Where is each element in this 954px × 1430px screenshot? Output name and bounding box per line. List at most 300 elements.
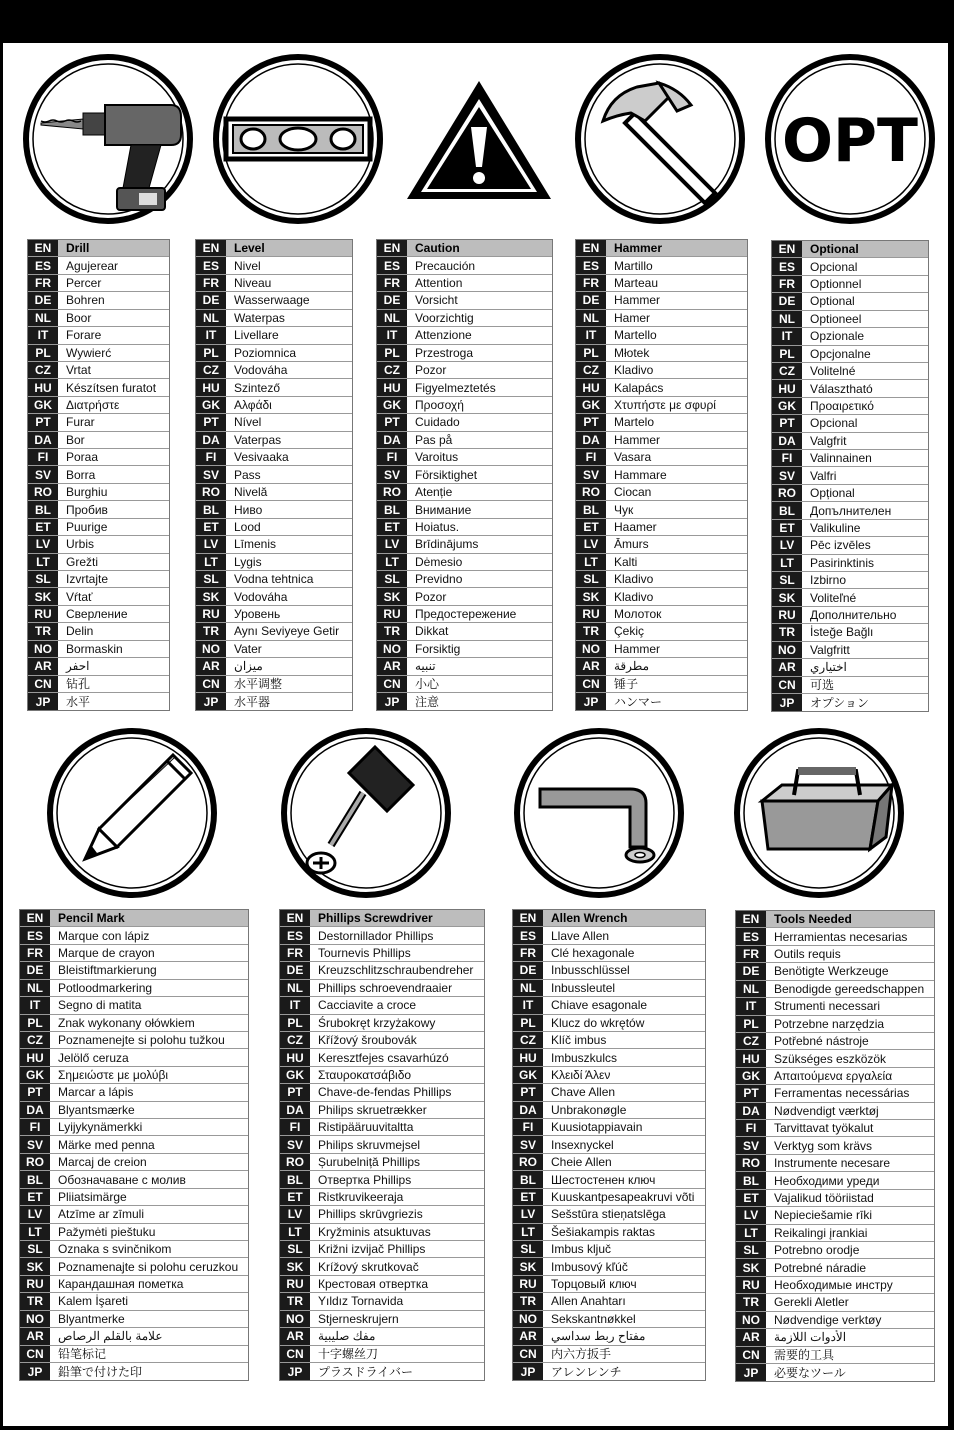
language-code: JP bbox=[513, 1363, 543, 1380]
translation-text: Benötigte Werkzeuge bbox=[774, 964, 889, 979]
translation-text: Sešstūra stieņatslēga bbox=[551, 1207, 666, 1222]
language-code: FR bbox=[196, 275, 226, 291]
language-code: LV bbox=[196, 536, 226, 552]
language-code: SL bbox=[20, 1241, 50, 1257]
language-code: ES bbox=[20, 927, 50, 943]
translation-text: Nível bbox=[234, 415, 262, 430]
language-code: DE bbox=[772, 293, 802, 309]
table-row bbox=[20, 1136, 248, 1153]
translation-text: Ниво bbox=[234, 502, 263, 517]
language-code: NL bbox=[772, 311, 802, 327]
language-code: ES bbox=[196, 257, 226, 273]
language-code: NO bbox=[28, 641, 58, 657]
language-code: ES bbox=[576, 257, 606, 273]
language-code: SV bbox=[576, 466, 606, 482]
translation-text: Opcional bbox=[810, 416, 858, 431]
table-row bbox=[196, 606, 352, 623]
table-row bbox=[28, 693, 169, 710]
language-code: DE bbox=[377, 292, 407, 308]
language-code: PT bbox=[513, 1084, 543, 1100]
translation-text: Outils requis bbox=[774, 947, 841, 962]
language-code: HU bbox=[20, 1049, 50, 1065]
table-row bbox=[772, 398, 928, 415]
translation-text: Unbrakonøgle bbox=[551, 1102, 627, 1117]
translation-text: 十字螺丝刀 bbox=[318, 1347, 379, 1362]
table-row bbox=[28, 414, 169, 431]
table-row bbox=[513, 1206, 705, 1223]
table-row bbox=[736, 963, 934, 980]
translation-text: Valinnainen bbox=[810, 451, 872, 466]
language-code: ES bbox=[736, 928, 766, 944]
translation-text: アレンレンチ bbox=[551, 1365, 622, 1380]
translation-text: Vodováha bbox=[234, 589, 288, 604]
language-code: HU bbox=[736, 1050, 766, 1066]
translation-text: Bor bbox=[66, 432, 85, 447]
translation-text: Līmenis bbox=[234, 537, 277, 552]
table-row bbox=[377, 414, 552, 431]
table-row bbox=[576, 397, 747, 414]
translation-text: 注意 bbox=[415, 695, 440, 710]
translation-text: Poraa bbox=[66, 450, 99, 465]
table-row bbox=[196, 641, 352, 658]
translation-text: Lood bbox=[234, 519, 261, 534]
table-row bbox=[576, 588, 747, 605]
translation-text: Szintező bbox=[234, 380, 281, 395]
language-code: ET bbox=[736, 1190, 766, 1206]
language-code: PL bbox=[576, 345, 606, 361]
translation-text: Forsiktig bbox=[415, 641, 461, 656]
translation-text: مفك صليبية bbox=[318, 1329, 376, 1344]
table-row bbox=[280, 1049, 484, 1066]
language-code: HU bbox=[513, 1049, 543, 1065]
translation-text: Nødvendige verktøy bbox=[774, 1312, 882, 1327]
translation-text: Hammer bbox=[614, 241, 663, 256]
table-row bbox=[377, 588, 552, 605]
table-row bbox=[196, 379, 352, 396]
table-row bbox=[377, 362, 552, 379]
language-code: CZ bbox=[513, 1032, 543, 1048]
language-code: PT bbox=[772, 415, 802, 431]
language-code: RU bbox=[196, 606, 226, 622]
translation-text: Lyijykynämerkki bbox=[58, 1120, 143, 1135]
language-code: PL bbox=[377, 345, 407, 361]
table-row bbox=[576, 466, 747, 483]
translation-text: مطرقة bbox=[614, 659, 650, 674]
table-row bbox=[772, 485, 928, 502]
translation-text: 钻孔 bbox=[66, 677, 91, 692]
table-row bbox=[280, 1067, 484, 1084]
translation-text: 锤子 bbox=[614, 677, 639, 692]
translation-text: Potrebno orodje bbox=[774, 1243, 860, 1258]
table-row bbox=[736, 1364, 934, 1381]
toolbox-icon bbox=[732, 727, 906, 899]
language-code: LT bbox=[280, 1224, 310, 1240]
language-code: ET bbox=[377, 519, 407, 535]
translation-text: Optional bbox=[810, 294, 855, 309]
language-code: AR bbox=[20, 1328, 50, 1344]
language-code: SL bbox=[513, 1241, 543, 1257]
translation-text: Marque de crayon bbox=[58, 946, 155, 961]
language-code: ES bbox=[513, 927, 543, 943]
language-code: NO bbox=[20, 1311, 50, 1327]
language-code: DA bbox=[736, 1103, 766, 1119]
translation-text: Boor bbox=[66, 310, 92, 325]
language-code: DE bbox=[196, 292, 226, 308]
table-row bbox=[772, 293, 928, 310]
translation-text: Pozor bbox=[415, 589, 447, 604]
table-row bbox=[196, 658, 352, 675]
language-code: CN bbox=[28, 676, 58, 692]
table-row bbox=[736, 1033, 934, 1050]
language-code: CZ bbox=[377, 362, 407, 378]
table-row bbox=[513, 1276, 705, 1293]
language-code: FR bbox=[513, 945, 543, 961]
language-code: SV bbox=[377, 466, 407, 482]
language-code: RO bbox=[377, 484, 407, 500]
table-row bbox=[377, 484, 552, 501]
language-code: RO bbox=[772, 485, 802, 501]
language-code: DA bbox=[772, 433, 802, 449]
table-row bbox=[772, 241, 928, 258]
table-row bbox=[576, 571, 747, 588]
language-code: FI bbox=[28, 449, 58, 465]
language-code: ET bbox=[20, 1189, 50, 1205]
translation-text: Hammer bbox=[614, 293, 661, 308]
language-code: HU bbox=[576, 379, 606, 395]
language-code: DE bbox=[513, 962, 543, 978]
language-code: LT bbox=[736, 1225, 766, 1241]
language-code: DA bbox=[377, 432, 407, 448]
translation-text: Voorzichtig bbox=[415, 310, 474, 325]
table-row bbox=[280, 1119, 484, 1136]
translation-text: Pēc izvēles bbox=[810, 538, 871, 553]
translation-text: Vaterpas bbox=[234, 432, 282, 447]
language-code: PT bbox=[377, 414, 407, 430]
translation-text: Šešiakampis raktas bbox=[551, 1224, 656, 1239]
table-row bbox=[513, 1293, 705, 1310]
language-code: FR bbox=[377, 275, 407, 291]
table-row bbox=[513, 1189, 705, 1206]
translation-text: Vrtat bbox=[66, 363, 91, 378]
translation-text: Торцовый ключ bbox=[551, 1277, 637, 1292]
table-row bbox=[196, 449, 352, 466]
translation-text: Keresztfejes csavarhúzó bbox=[318, 1050, 449, 1065]
translation-text: Segno di matita bbox=[58, 998, 142, 1013]
language-code: SV bbox=[736, 1137, 766, 1153]
table-row bbox=[772, 607, 928, 624]
language-code: LV bbox=[377, 536, 407, 552]
table-row bbox=[280, 1346, 484, 1363]
table-row bbox=[28, 536, 169, 553]
language-code: FI bbox=[196, 449, 226, 465]
table-row bbox=[28, 397, 169, 414]
language-code: EN bbox=[377, 240, 407, 256]
drill-icon bbox=[21, 53, 195, 225]
table-row bbox=[196, 484, 352, 501]
translation-text: Hamer bbox=[614, 310, 651, 325]
table-row bbox=[20, 962, 248, 979]
translation-text: Haamer bbox=[614, 519, 657, 534]
translation-text: Allen Anahtarı bbox=[551, 1294, 626, 1309]
translation-text: Phillips schroevendraaier bbox=[318, 980, 453, 995]
translation-text: Kalti bbox=[614, 554, 638, 569]
table-row bbox=[576, 310, 747, 327]
table-row bbox=[576, 676, 747, 693]
language-code: DA bbox=[196, 432, 226, 448]
translation-text: Kalapács bbox=[614, 380, 664, 395]
table-row bbox=[576, 292, 747, 309]
translation-text: Furar bbox=[66, 415, 95, 430]
language-code: DA bbox=[20, 1102, 50, 1118]
table-row bbox=[20, 1171, 248, 1188]
language-code: BL bbox=[736, 1172, 766, 1188]
translation-text: Philips skruetrækker bbox=[318, 1102, 427, 1117]
table-row bbox=[280, 1258, 484, 1275]
language-code: DE bbox=[28, 292, 58, 308]
table-row bbox=[513, 1224, 705, 1241]
translation-text: Inbussleutel bbox=[551, 980, 616, 995]
translation-text: Verktyg som krävs bbox=[774, 1138, 873, 1153]
language-code: SL bbox=[280, 1241, 310, 1257]
table-row bbox=[736, 1050, 934, 1067]
language-code: GK bbox=[20, 1067, 50, 1083]
language-code: EN bbox=[576, 240, 606, 256]
table-row bbox=[28, 606, 169, 623]
table-row bbox=[576, 519, 747, 536]
translation-text: Marque con lápiz bbox=[58, 928, 150, 943]
table-row bbox=[772, 520, 928, 537]
translation-text: Választható bbox=[810, 381, 873, 396]
language-code: PT bbox=[576, 414, 606, 430]
translation-text: Imbus ključ bbox=[551, 1242, 612, 1257]
translation-text: Kuusiotappiavain bbox=[551, 1120, 643, 1135]
translation-text: İsteğe Bağlı bbox=[810, 625, 874, 640]
translation-text: 可选 bbox=[810, 678, 835, 693]
translation-text: Aynı Seviyeye Getir bbox=[234, 624, 340, 639]
translation-text: Valfri bbox=[810, 468, 837, 483]
language-code: NL bbox=[736, 981, 766, 997]
language-code: CN bbox=[772, 677, 802, 693]
translation-text: Cheie Allen bbox=[551, 1155, 612, 1170]
table-row bbox=[196, 466, 352, 483]
table-row bbox=[513, 1049, 705, 1066]
table-row bbox=[576, 362, 747, 379]
translation-text: تنبيه bbox=[415, 659, 436, 674]
table-row bbox=[576, 345, 747, 362]
translation-text: Χτυπήστε με σφυρί bbox=[614, 398, 716, 412]
language-code: BL bbox=[377, 501, 407, 517]
table-row bbox=[513, 997, 705, 1014]
translation-text: Cuidado bbox=[415, 415, 460, 430]
table-row bbox=[513, 962, 705, 979]
table-row bbox=[377, 676, 552, 693]
language-code: ET bbox=[513, 1189, 543, 1205]
language-code: DE bbox=[20, 962, 50, 978]
table-row bbox=[20, 1328, 248, 1345]
language-code: PL bbox=[772, 346, 802, 362]
table-row bbox=[28, 484, 169, 501]
language-code: SK bbox=[28, 588, 58, 604]
translation-text: Tarvittavat työkalut bbox=[774, 1121, 874, 1136]
translation-text: Lygis bbox=[234, 554, 262, 569]
translation-text: Śrubokręt krzyżakowy bbox=[318, 1015, 436, 1030]
translation-text: Çekiç bbox=[614, 624, 645, 639]
translation-text: Poznamenajte si polohu ceruzkou bbox=[58, 1259, 239, 1274]
language-code: JP bbox=[20, 1363, 50, 1380]
translation-text: Herramientas necesarias bbox=[774, 929, 908, 944]
table-row bbox=[377, 466, 552, 483]
table-row bbox=[280, 1293, 484, 1310]
translation-text: Карандашная пометка bbox=[58, 1277, 184, 1292]
table-row bbox=[576, 623, 747, 640]
table-row bbox=[20, 910, 248, 927]
translation-text: Чук bbox=[614, 502, 634, 517]
translation-text: Valgfritt bbox=[810, 642, 850, 657]
language-code: CZ bbox=[736, 1033, 766, 1049]
translation-text: 鉛筆で付けた印 bbox=[58, 1365, 143, 1380]
table-row bbox=[736, 1225, 934, 1242]
language-code: FR bbox=[772, 276, 802, 292]
language-code: DE bbox=[736, 963, 766, 979]
language-code: BL bbox=[20, 1171, 50, 1187]
table-row bbox=[280, 962, 484, 979]
translation-text: Шестостенен ключ bbox=[551, 1172, 656, 1187]
table-row bbox=[576, 432, 747, 449]
translation-text: Klucz do wkrętów bbox=[551, 1015, 645, 1030]
translation-text: Opcional bbox=[810, 259, 858, 274]
translation-text: Blyantmerke bbox=[58, 1311, 125, 1326]
translation-text: Caution bbox=[415, 241, 460, 256]
language-code: NL bbox=[513, 980, 543, 996]
translation-text: Volitelné bbox=[810, 364, 856, 379]
translation-text: Yıldız Tornavida bbox=[318, 1294, 404, 1309]
translation-text: Nivel bbox=[234, 258, 261, 273]
table-row bbox=[377, 432, 552, 449]
language-code: RO bbox=[736, 1155, 766, 1171]
translation-text: Kreuzschlitzschraubendreher bbox=[318, 963, 474, 978]
language-code: LV bbox=[20, 1206, 50, 1222]
translation-text: Phillips Screwdriver bbox=[318, 911, 433, 926]
table-row bbox=[576, 641, 747, 658]
language-code: HU bbox=[196, 379, 226, 395]
table-row bbox=[280, 1189, 484, 1206]
translation-text: Potloodmarkering bbox=[58, 980, 153, 995]
translation-text: Opțional bbox=[810, 486, 855, 501]
table-row bbox=[196, 501, 352, 518]
language-code: NL bbox=[576, 310, 606, 326]
translation-text: ميزان bbox=[234, 659, 263, 674]
table-row bbox=[576, 693, 747, 710]
table-row bbox=[772, 677, 928, 694]
table-row bbox=[772, 642, 928, 659]
table-row bbox=[736, 1016, 934, 1033]
pencil-icon bbox=[45, 727, 219, 899]
language-code: RU bbox=[20, 1276, 50, 1292]
translation-text: Stjerneskrujern bbox=[318, 1311, 399, 1326]
table-row bbox=[377, 449, 552, 466]
translation-text: Пробив bbox=[66, 502, 108, 517]
translation-text: ハンマー bbox=[614, 695, 663, 710]
translation-text: Waterpas bbox=[234, 310, 285, 325]
language-code: CZ bbox=[280, 1032, 310, 1048]
language-code: LT bbox=[772, 555, 802, 571]
language-code: DA bbox=[513, 1102, 543, 1118]
language-code: TR bbox=[772, 624, 802, 640]
language-code: SL bbox=[576, 571, 606, 587]
translation-text: Wywierć bbox=[66, 345, 112, 360]
table-row bbox=[513, 1258, 705, 1275]
table-row bbox=[513, 927, 705, 944]
translation-text: Destornillador Phillips bbox=[318, 928, 434, 943]
table-row bbox=[28, 554, 169, 571]
table-row bbox=[28, 588, 169, 605]
language-code: CN bbox=[576, 676, 606, 692]
translation-text: 小心 bbox=[415, 677, 440, 692]
table-row bbox=[377, 571, 552, 588]
table-row bbox=[196, 275, 352, 292]
table-row bbox=[28, 345, 169, 362]
table-row bbox=[28, 292, 169, 309]
language-code: NO bbox=[576, 641, 606, 657]
language-code: FR bbox=[736, 946, 766, 962]
language-code: FI bbox=[377, 449, 407, 465]
language-code: CZ bbox=[196, 362, 226, 378]
language-code: DE bbox=[576, 292, 606, 308]
table-row bbox=[20, 1102, 248, 1119]
table-row bbox=[20, 1049, 248, 1066]
translation-text: Drill bbox=[66, 241, 90, 256]
table-row bbox=[576, 536, 747, 553]
table-row bbox=[377, 292, 552, 309]
table-row bbox=[196, 588, 352, 605]
translation-text: Niveau bbox=[234, 276, 272, 291]
translation-text: Optionnel bbox=[810, 277, 862, 292]
language-code: GK bbox=[576, 397, 606, 413]
translation-text: Pliiatsimärge bbox=[58, 1189, 127, 1204]
language-code: CZ bbox=[772, 363, 802, 379]
table-row bbox=[772, 380, 928, 397]
translation-text: Grežti bbox=[66, 554, 99, 569]
language-code: JP bbox=[377, 693, 407, 710]
language-code: HU bbox=[28, 379, 58, 395]
language-code: LV bbox=[576, 536, 606, 552]
language-code: FI bbox=[20, 1119, 50, 1135]
table-row bbox=[736, 946, 934, 963]
language-code: FI bbox=[513, 1119, 543, 1135]
language-code: AR bbox=[736, 1329, 766, 1345]
language-code: NO bbox=[196, 641, 226, 657]
table-row bbox=[280, 1241, 484, 1258]
table-row bbox=[772, 328, 928, 345]
table-row bbox=[772, 624, 928, 641]
translation-table-allen-wrench bbox=[512, 909, 706, 1381]
translation-text: Pažymėti pieštuku bbox=[58, 1224, 156, 1239]
translation-text: Attenzione bbox=[415, 328, 472, 343]
language-code: EN bbox=[513, 910, 543, 926]
table-row bbox=[280, 1136, 484, 1153]
optional-icon-text: OPT bbox=[782, 106, 918, 176]
translation-text: Previdno bbox=[415, 572, 463, 587]
translation-text: Brīdinājums bbox=[415, 537, 479, 552]
translation-text: Крестовая отвертка bbox=[318, 1277, 429, 1292]
translation-text: احفر bbox=[66, 659, 90, 674]
language-code: NL bbox=[28, 310, 58, 326]
language-code: NO bbox=[280, 1311, 310, 1327]
language-code: FR bbox=[20, 945, 50, 961]
table-row bbox=[377, 275, 552, 292]
translation-text: Clé hexagonale bbox=[551, 946, 635, 961]
language-code: SK bbox=[196, 588, 226, 604]
